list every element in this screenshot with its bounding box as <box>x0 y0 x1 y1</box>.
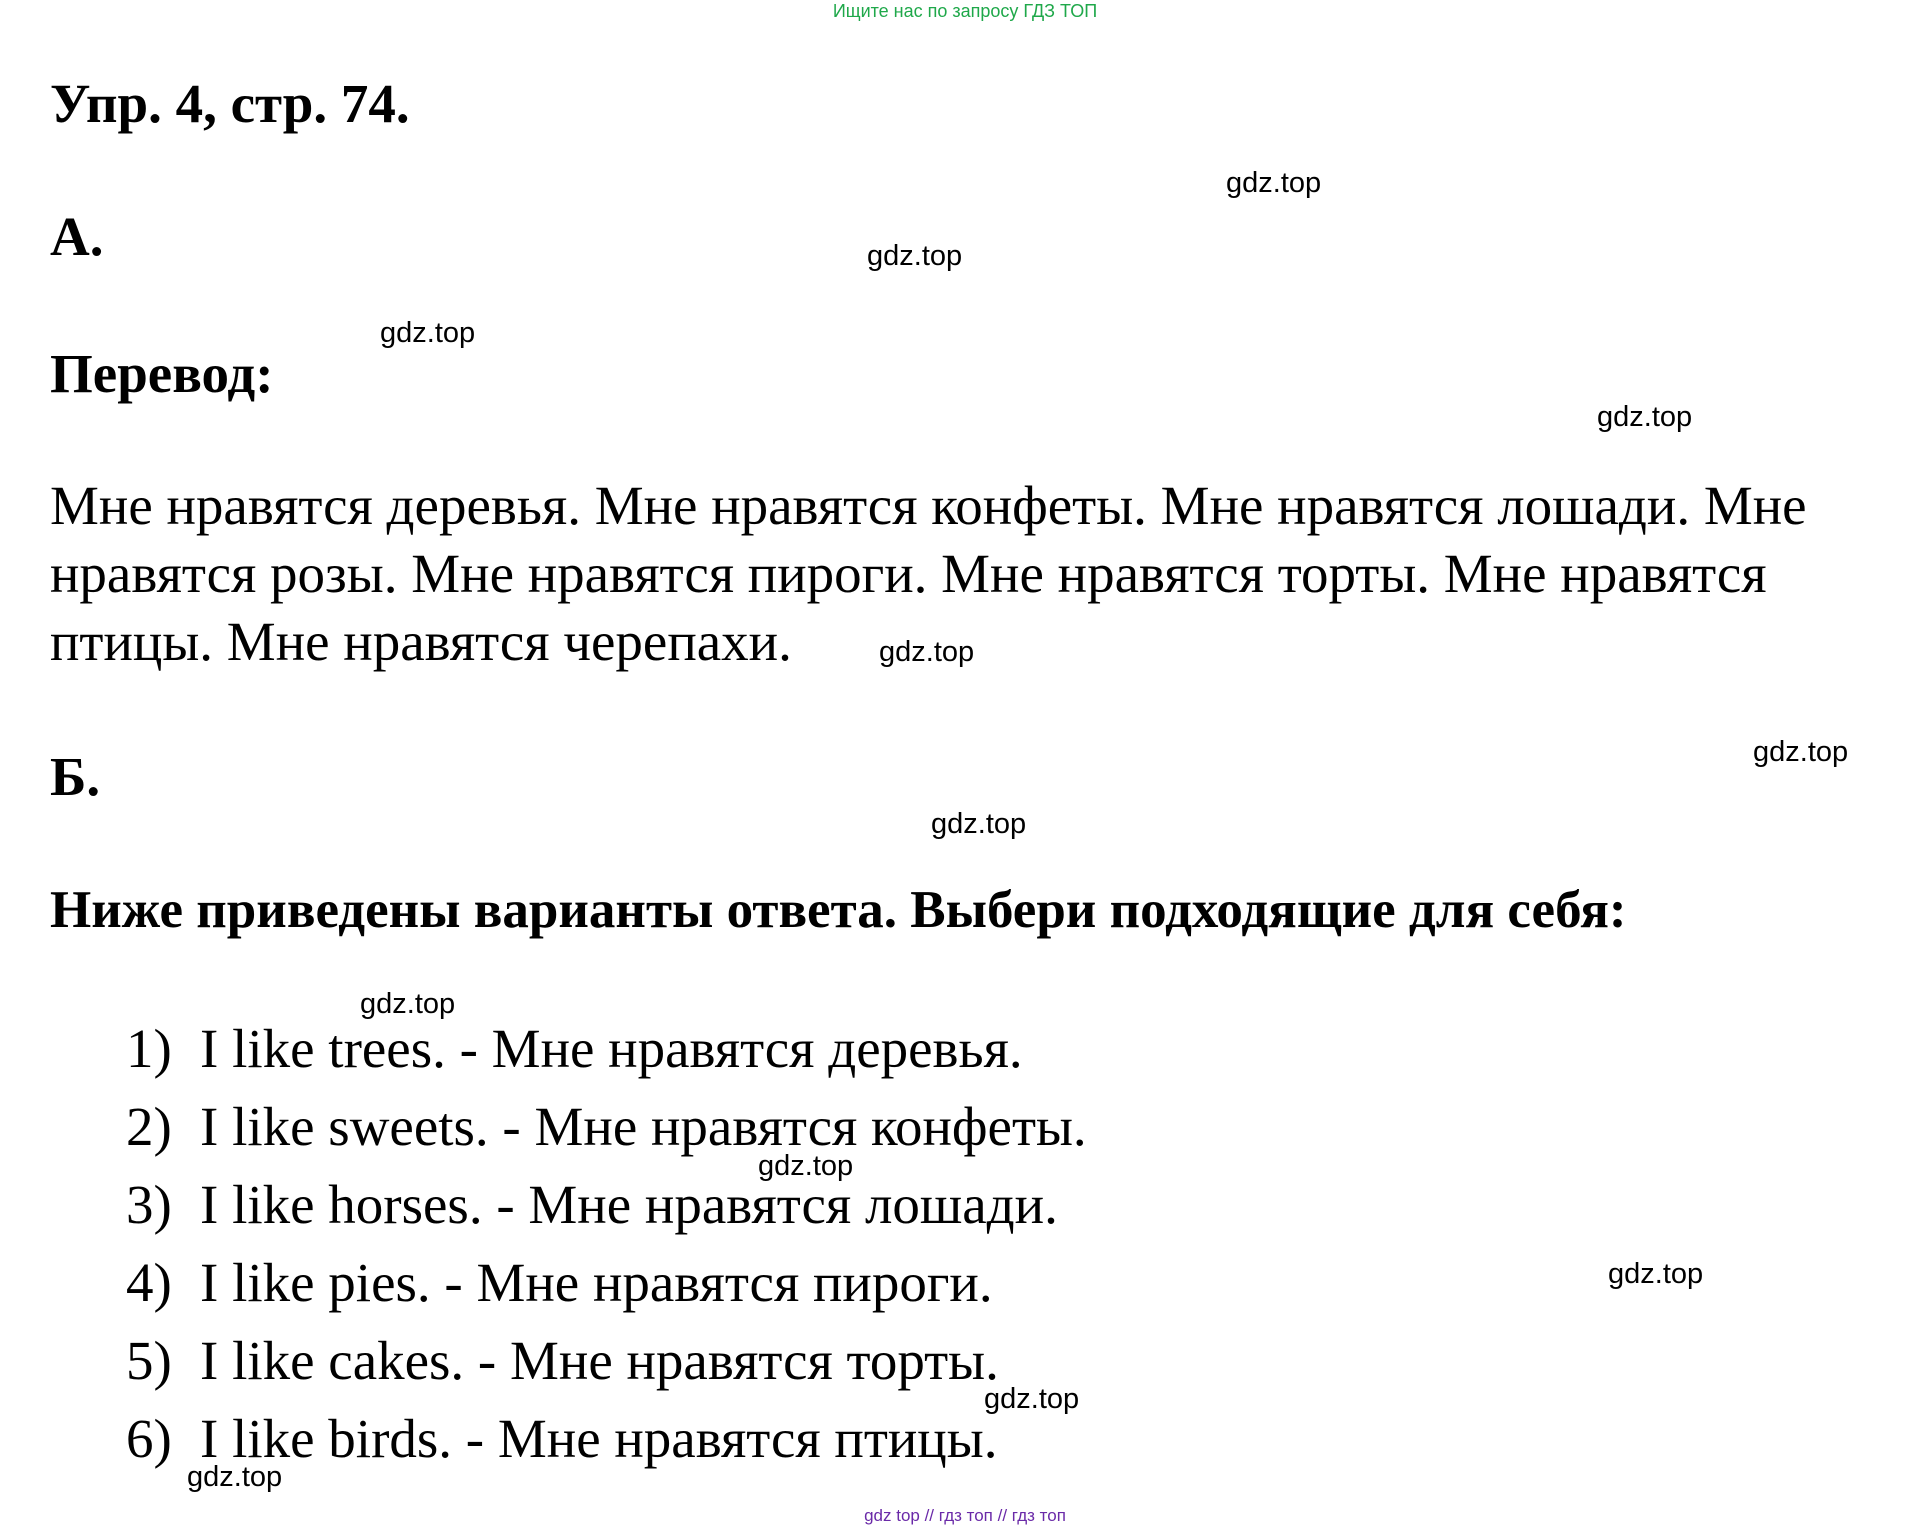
watermark: gdz.top <box>1226 167 1322 199</box>
watermark: gdz.top <box>1753 736 1849 768</box>
answer-text: I like birds. - Мне нравятся птицы. <box>200 1408 998 1469</box>
answer-item <box>0 1166 1930 1244</box>
watermark: gdz.top <box>879 636 975 668</box>
footer-watermark: gdz top // гдз топ // гдз топ <box>864 1506 1066 1525</box>
answer-number: 4) <box>126 1252 172 1313</box>
section-b-label: Б. <box>50 746 101 807</box>
answer-text: I like trees. - Мне нравятся деревья. <box>200 1018 1023 1079</box>
watermark: gdz.top <box>187 1461 283 1493</box>
section-b-instruction: Ниже приведены варианты ответа. Выбери подходящие для себя: <box>50 881 1627 939</box>
watermark: gdz.top <box>758 1150 854 1182</box>
answer-list <box>0 1010 1930 1478</box>
answer-text: I like pies. - Мне нравятся пироги. <box>200 1252 993 1313</box>
watermark: gdz.top <box>984 1383 1080 1415</box>
answer-number: 3) <box>126 1174 172 1235</box>
watermark: gdz.top <box>931 808 1027 840</box>
answer-text: I like cakes. - Мне нравятся торты. <box>200 1330 999 1391</box>
answer-number: 5) <box>126 1330 172 1391</box>
answer-item <box>0 1088 1930 1166</box>
watermark: gdz.top <box>360 988 456 1020</box>
answer-item <box>0 1010 1930 1088</box>
watermark: gdz.top <box>867 240 963 272</box>
answer-item <box>0 1400 1930 1478</box>
answer-item <box>0 1322 1930 1400</box>
answer-text: I like sweets. - Мне нравятся конфеты. <box>200 1096 1087 1157</box>
answer-number: 1) <box>126 1018 172 1079</box>
answer-number: 2) <box>126 1096 172 1157</box>
answer-number: 6) <box>126 1408 172 1469</box>
section-a-label: А. <box>50 206 104 267</box>
exercise-title: Упр. 4, стр. 74. <box>50 73 410 134</box>
watermark: gdz.top <box>1608 1258 1704 1290</box>
answer-text: I like horses. - Мне нравятся лошади. <box>200 1174 1058 1235</box>
translation-heading: Перевод: <box>50 343 274 404</box>
watermark: gdz.top <box>380 317 476 349</box>
watermark: gdz.top <box>1597 401 1693 433</box>
translation-text: Мне нравятся деревья. Мне нравятся конфеты. Мне нравятся лошади. Мне нравятся розы. Мне нравятся пироги. Мне нравятся торты. Мне нравятся птицы. Мне нравятся черепахи. <box>50 475 1807 672</box>
top-banner: Ищите нас по запросу ГДЗ ТОП <box>832 1 1098 21</box>
